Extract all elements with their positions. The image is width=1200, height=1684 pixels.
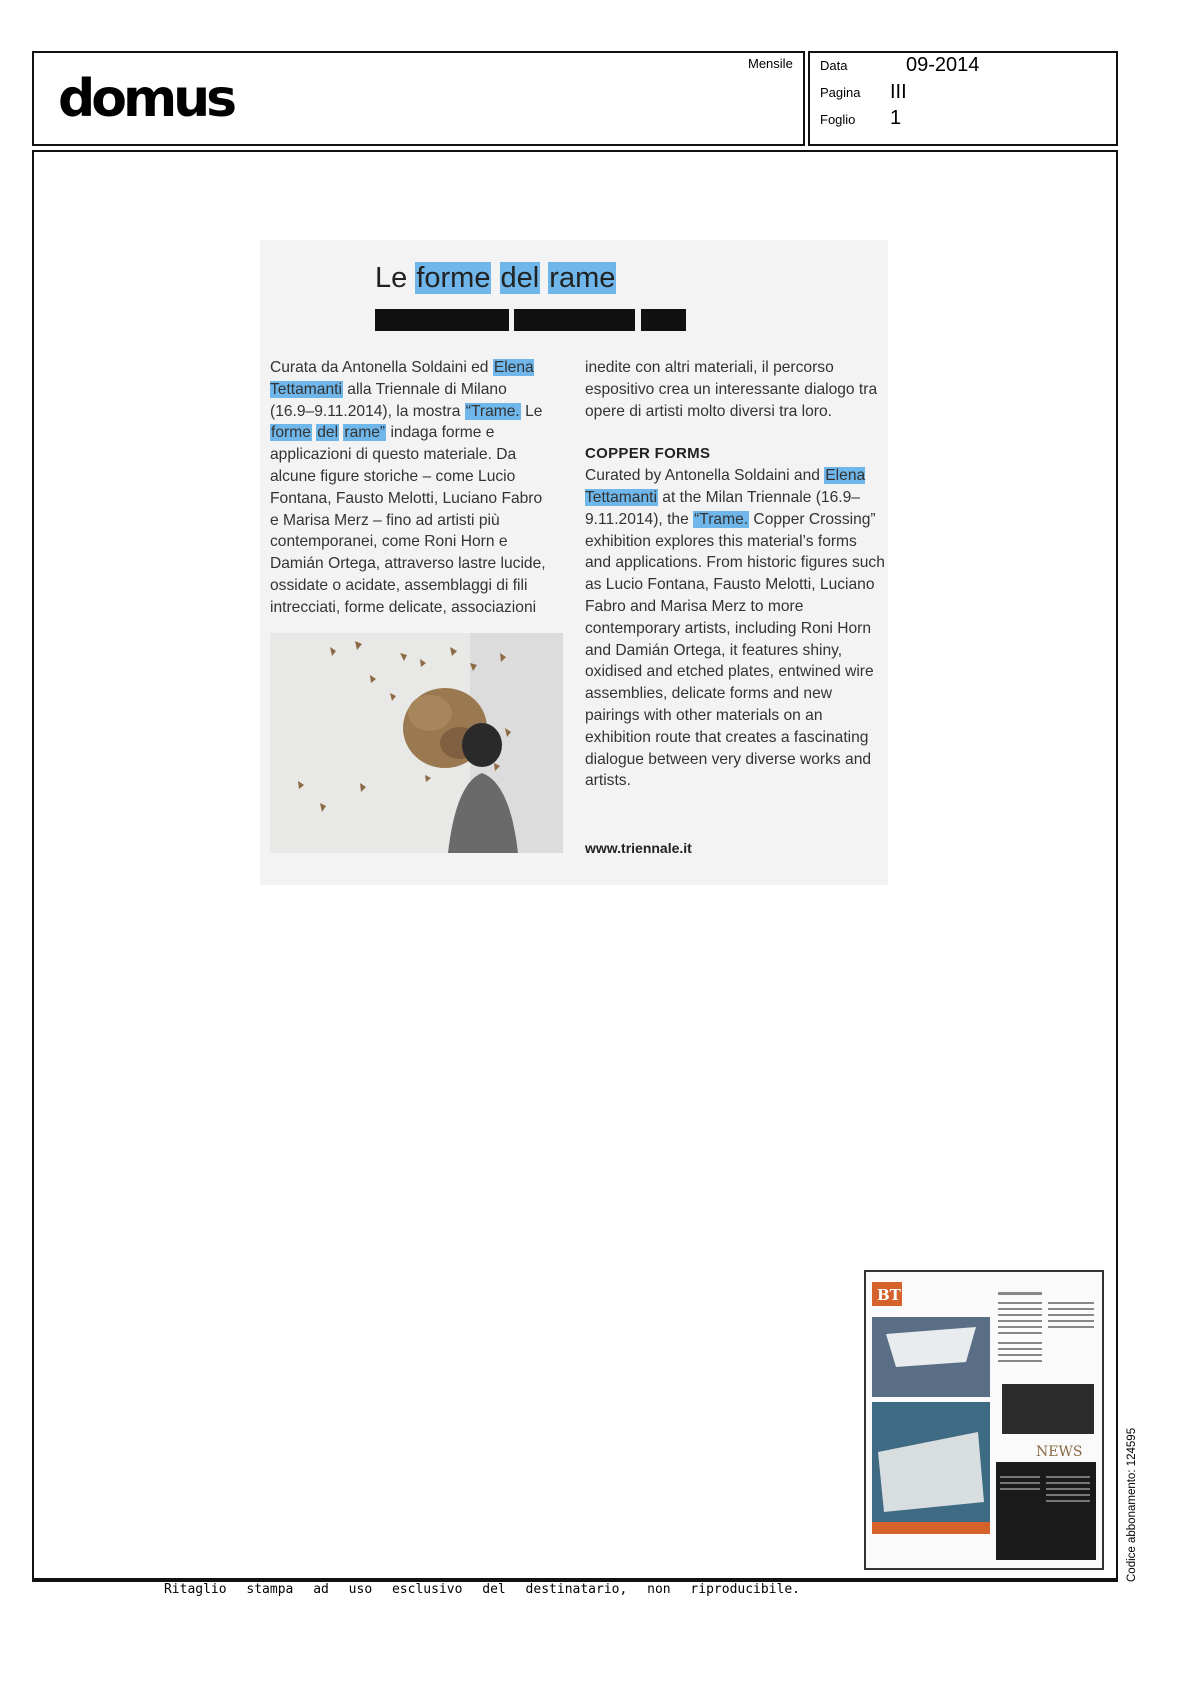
pagina-value: III <box>890 81 907 103</box>
text-run: Curated by Antonella Soldaini and <box>585 467 825 485</box>
thumb-news-label: NEWS <box>1036 1444 1083 1460</box>
highlight-name: Elena Tettamanti <box>270 359 534 398</box>
thumb-dark-photo <box>1002 1384 1094 1434</box>
highlight-forme: forme <box>271 424 311 442</box>
redaction-bar <box>375 309 509 331</box>
text-run: at the Milan Triennale (16.9–9.11.2014), the <box>585 488 860 528</box>
title-highlight-forme: forme <box>416 262 491 294</box>
text-run: Curata da Antonella Soldaini ed <box>270 359 493 376</box>
website-link[interactable]: www.triennale.it <box>585 840 692 856</box>
bt-logo-text: BT <box>877 1286 901 1304</box>
data-value: 09-2014 <box>906 54 980 76</box>
thumbnail-preview-image <box>866 1272 1102 1568</box>
data-label: Data <box>820 58 848 73</box>
text-run: Le <box>520 402 543 420</box>
visitor-head <box>462 723 502 767</box>
english-paragraph <box>585 465 885 792</box>
redaction-bar <box>514 309 635 331</box>
butterfly-artwork-image <box>270 633 563 853</box>
title-highlight-rame: rame <box>549 262 616 294</box>
page-thumbnail <box>864 1270 1104 1570</box>
text-run: indaga forme e applicazioni di questo materiale. Da alcune figure storiche – come Lucio Fontana, Fausto Melotti, Luciano Fabro e Marisa Merz – fino ad artisti più contemporanei, come Roni Horn e Damián Ortega, attraverso lastre lucide, ossidate o acidate, assemblaggi di fili intrecciati, forme delicate, associazioni <box>270 424 546 616</box>
italian-text-column <box>270 357 555 619</box>
footer-divider <box>32 1578 1118 1580</box>
italian-paragraph <box>270 357 555 619</box>
highlight-name: Elena Tettamanti <box>585 467 866 506</box>
highlight-trame: “Trame. <box>694 510 749 528</box>
publication-logo: domus <box>58 69 234 129</box>
frequency-label: Mensile <box>748 56 793 71</box>
subscription-code-text: Codice abbonamento: 124595 <box>1126 1427 1138 1582</box>
title-prefix: Le <box>375 262 408 294</box>
pagina-label: Pagina <box>820 85 861 100</box>
redaction-bar <box>641 309 686 331</box>
article-title <box>375 258 616 298</box>
subscription-code <box>1124 1410 1144 1582</box>
footer-notice: Ritaglio stampa ad uso esclusivo del destinatario, non riproducibile. <box>163 1582 801 1597</box>
text-run: alla Triennale di Milano (16.9–9.11.2014), la mostra <box>270 380 507 420</box>
highlight-trame: “Trame. <box>465 402 520 420</box>
foglio-label: Foglio <box>820 112 856 127</box>
highlight-rame: rame” <box>344 424 386 442</box>
title-highlight-del: del <box>500 262 540 294</box>
text-run: Copper Crossing” exhibition explores this material’s forms and applications. From historic figures such as Lucio Fontana, Fausto Melotti, Luciano Fabro and Marisa Merz to more contemporary artists, including Roni Horn and Damián Ortega, it features shiny, oxidised and etched plates, entwined wire assemblies, delicate forms and new pairings with other materials on an exhibition route that creates a fascinating dialogue between very diverse works and artists. <box>585 510 885 790</box>
highlight-del: del <box>317 424 339 442</box>
foglio-value: 1 <box>890 107 902 129</box>
right-text-column <box>585 357 885 792</box>
italian-paragraph-continued: inedite con altri materiali, il percorso espositivo crea un interessante dialogo tra opere di artisti molto diversi tra loro. <box>585 359 878 420</box>
english-heading: COPPER FORMS <box>585 445 711 463</box>
exhibition-photo <box>270 633 563 853</box>
